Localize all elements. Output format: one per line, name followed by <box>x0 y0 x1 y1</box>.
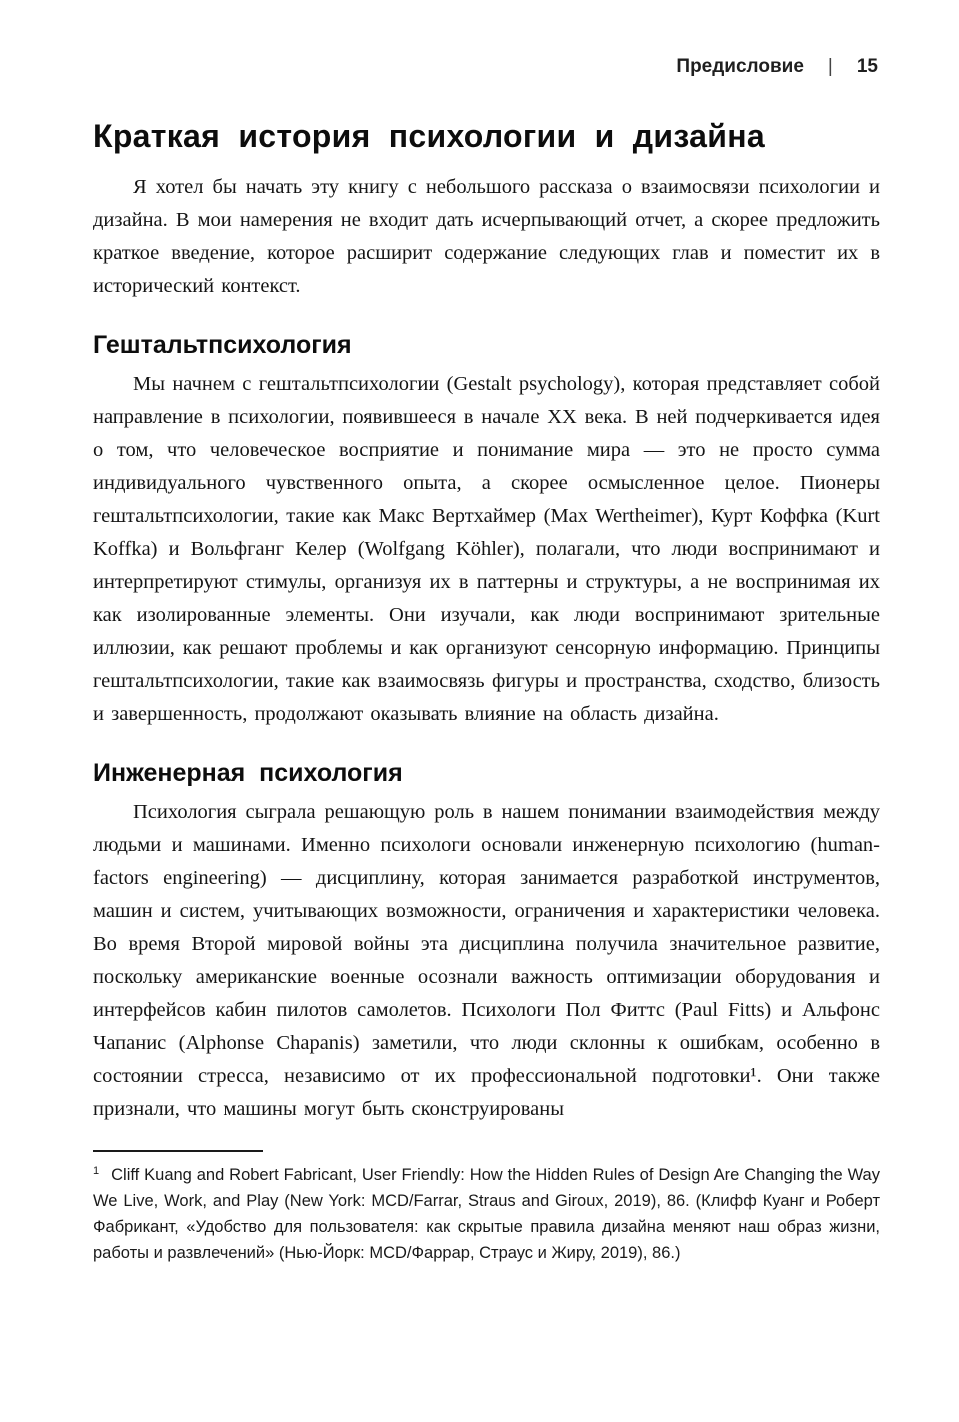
footnote-text: Cliff Kuang and Robert Fabricant, User Friendly: How the Hidden Rules of Design Are Changing the Way We Live, Work, and Play (New York: MCD/Farrar, Straus and Giroux, 2019), 86. (Клифф Куанг и Роберт Фабрикант, «Удобство для пользователя: как скрытые правила дизайна меняют наш образ жизни, работы и развлечений» (Нью-Йорк: MCD/Фаррар, Страус и Жиру, 2019), 86.) <box>93 1166 880 1262</box>
footnote-divider <box>93 1150 263 1152</box>
intro-paragraph: Я хотел бы начать эту книгу с небольшого рассказа о взаимосвязи психологии и дизайна. В мои намерения не входит дать исчерпывающий отчет, а скорее предложить краткое введение, которое расширит содержание следующих глав и поместит их в исторический контекст. <box>93 176 880 297</box>
page-header <box>93 56 880 78</box>
section-heading-gestalt: Гештальтпсихология <box>93 331 352 359</box>
header-separator: | <box>827 56 833 77</box>
footnote <box>93 1162 880 1266</box>
engineering-paragraph: Психология сыграла решающую роль в нашем понимании взаимодействия между людьми и машинами. Именно психологи основали инженерную психологию (human-factors engineering) — дисциплину, которая занимается разработкой инструментов, машин и систем, учитывающих возможности, ограничения и характеристики человека. Во время Второй мировой войны эта дисциплина получила значительное развитие, поскольку американские военные осознали важность оптимизации оборудования и интерфейсов кабин пилотов самолетов. Психологи Пол Фиттс (Paul Fitts) и Альфонс Чапанис (Alphonse Chapanis) заметили, что люди склонны к ошибкам, особенно в состоянии стресса, независимо от их профессиональной подготовки¹. Они также признали, что машины могут быть сконструированы <box>93 801 880 1120</box>
section-heading-engineering: Инженерная психология <box>93 759 403 787</box>
footnote-marker: 1 <box>93 1164 100 1177</box>
page-number: 15 <box>856 56 878 77</box>
running-title: Предисловие <box>676 56 804 77</box>
gestalt-paragraph: Мы начнем с гештальтпсихологии (Gestalt psychology), которая представляет собой направление в психологии, появившееся в начале XX века. В ней подчеркивается идея о том, что человеческое восприятие и понимание мира — это не просто сумма индивидуального чувственного опыта, а скорее осмысленное целое. Пионеры гештальтпсихологии, такие как Макс Вертхаймер (Max Wertheimer), Курт Коффка (Kurt Koffka) и Вольфганг Келер (Wolfgang Köhler), полагали, что люди воспринимают и интерпретируют стимулы, организуя их в паттерны и структуры, а не воспринимая их как изолированные элементы. Они изучали, как люди воспринимают зрительные иллюзии, как решают проблемы и как организуют сенсорную информацию. Принципы гештальтпсихологии, такие как взаимосвязь фигуры и пространства, сходство, близость и завершенность, продолжают оказывать влияние на область дизайна. <box>93 373 880 725</box>
chapter-title: Краткая история психологии и дизайна <box>93 118 765 154</box>
